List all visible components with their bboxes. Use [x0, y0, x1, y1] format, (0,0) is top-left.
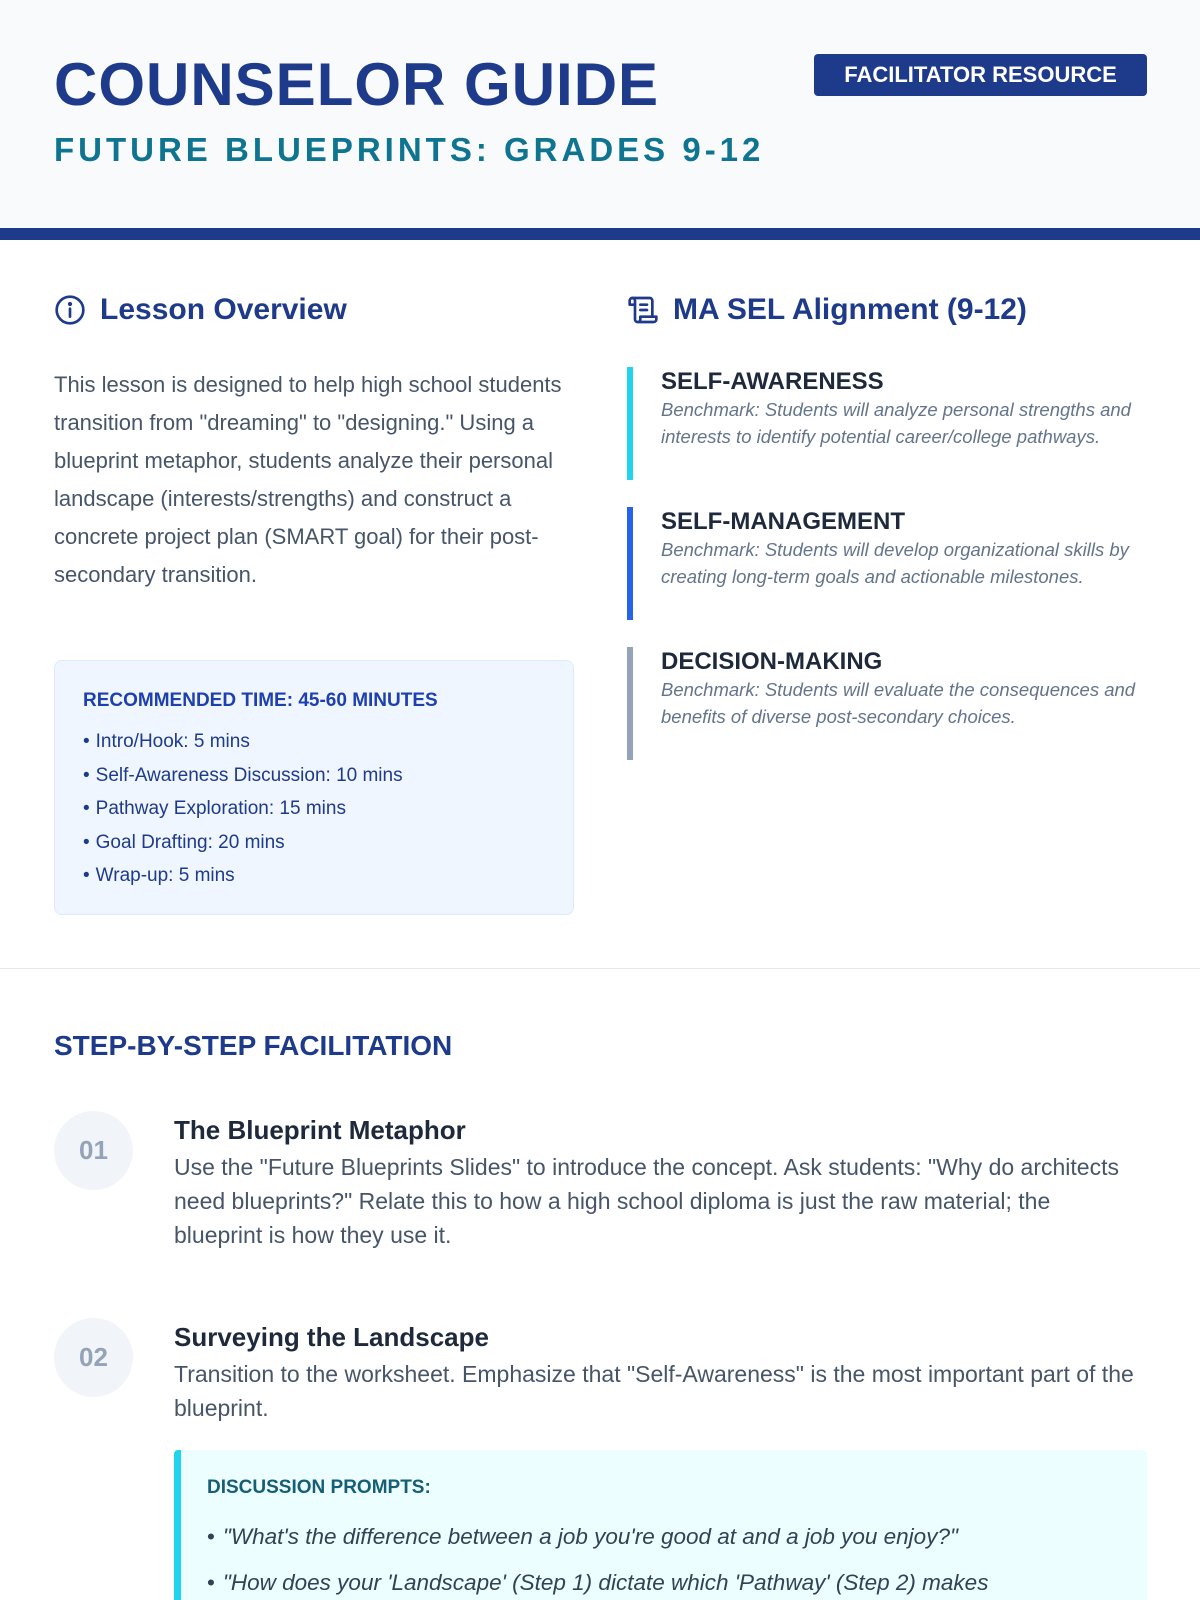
discussion-prompts-list — [207, 1514, 1121, 1600]
sel-benchmark: Benchmark: Students will evaluate the consequences and benefits of diverse post-secondary choices. — [661, 679, 1136, 727]
page-title: COUNSELOR GUIDE — [54, 51, 660, 118]
sel-accent-bar — [627, 367, 633, 480]
recommended-time-title: RECOMMENDED TIME: 45-60 MINUTES — [83, 690, 438, 711]
sel-accent-bar — [627, 647, 633, 760]
section-divider — [0, 968, 1200, 969]
sel-alignment-heading — [627, 292, 1027, 328]
sel-accent-bar — [627, 507, 633, 620]
time-list-item: • Wrap-up: 5 mins — [83, 859, 545, 893]
step-number: 02 — [54, 1318, 133, 1397]
info-icon — [54, 294, 86, 326]
discussion-prompt: • "How does your 'Landscape' (Step 1) dictate which 'Pathway' (Step 2) makes — [207, 1560, 1121, 1600]
step-title: The Blueprint Metaphor — [174, 1115, 466, 1145]
sel-title: SELF-AWARENESS — [661, 368, 884, 395]
page-subtitle: FUTURE BLUEPRINTS: GRADES 9-12 — [54, 131, 765, 168]
time-list-item: • Self-Awareness Discussion: 10 mins — [83, 759, 545, 793]
time-list — [83, 725, 545, 893]
step-text: Transition to the worksheet. Emphasize that "Self-Awareness" is the most important part of the blueprint. — [174, 1361, 1134, 1421]
header-divider-bar — [0, 228, 1200, 240]
recommended-time-box — [54, 660, 574, 915]
time-list-item: • Goal Drafting: 20 mins — [83, 826, 545, 860]
sel-title: SELF-MANAGEMENT — [661, 508, 905, 535]
sel-item-decision-making — [627, 647, 1147, 730]
discussion-prompt: • "What's the difference between a job you're good at and a job you enjoy?" — [207, 1514, 1121, 1560]
scroll-icon — [627, 294, 659, 326]
lesson-overview-heading — [54, 292, 347, 328]
discussion-prompts-title: DISCUSSION PROMPTS: — [207, 1477, 431, 1498]
steps-heading: STEP-BY-STEP FACILITATION — [54, 1030, 453, 1061]
time-list-item: • Pathway Exploration: 15 mins — [83, 792, 545, 826]
lesson-overview-text: This lesson is designed to help high school students transition from "dreaming" to "designing." Using a blueprint metaphor, students analyze their personal landscape (interests/strengths) and construct a concrete project plan (SMART goal) for their post-secondary transition. — [54, 372, 562, 587]
lesson-overview-heading-text: Lesson Overview — [100, 293, 347, 326]
sel-item-self-awareness — [627, 367, 1147, 450]
step-title: Surveying the Landscape — [174, 1322, 489, 1352]
time-list-item: • Intro/Hook: 5 mins — [83, 725, 545, 759]
discussion-prompts-box — [174, 1450, 1147, 1600]
step-number: 01 — [54, 1111, 133, 1190]
facilitator-badge: FACILITATOR RESOURCE — [814, 54, 1147, 96]
sel-item-self-management — [627, 507, 1147, 590]
sel-benchmark: Benchmark: Students will develop organizational skills by creating long-term goals and actionable milestones. — [661, 539, 1129, 587]
sel-alignment-heading-text: MA SEL Alignment (9-12) — [673, 293, 1027, 326]
step-text: Use the "Future Blueprints Slides" to introduce the concept. Ask students: "Why do architects need blueprints?" Relate this to how a high school diploma is just the raw material; the blueprint is how they use it. — [174, 1154, 1119, 1248]
sel-title: DECISION-MAKING — [661, 648, 883, 675]
sel-benchmark: Benchmark: Students will analyze personal strengths and interests to identify potential career/college pathways. — [661, 399, 1131, 447]
